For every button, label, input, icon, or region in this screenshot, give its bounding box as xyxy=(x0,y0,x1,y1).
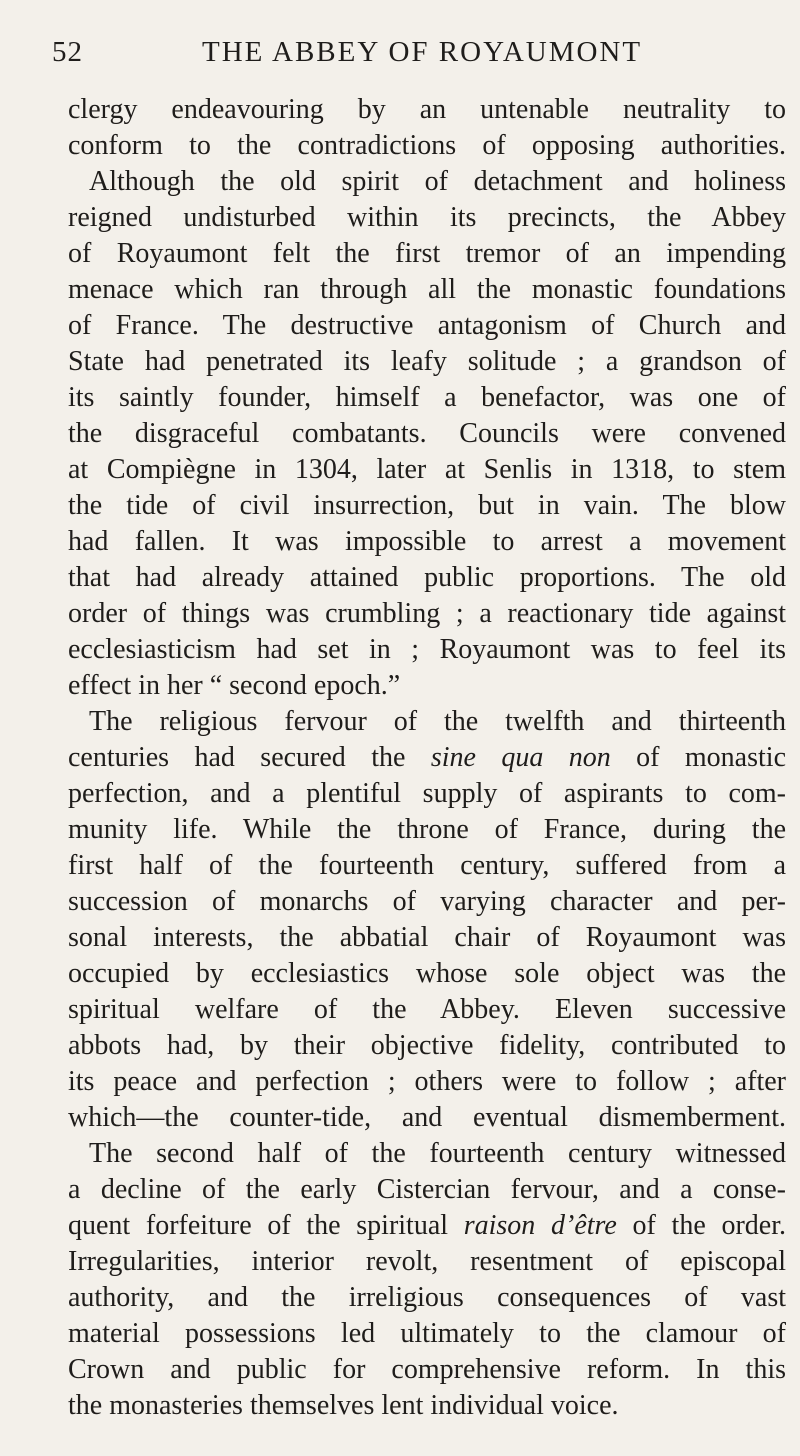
italic-latin-phrase: sine qua non xyxy=(430,742,611,773)
text-line: first half of the fourteenth century, suffered from a xyxy=(68,850,786,881)
text-line: authority, and the irreligious consequences of vast xyxy=(68,1282,786,1313)
body-text xyxy=(68,92,786,1424)
text-line: menace which ran through all the monastic foundations xyxy=(68,274,786,305)
text-line: occupied by ecclesiastics whose sole object was the xyxy=(68,958,786,989)
text-segment: of monastic xyxy=(610,742,786,773)
text-segment: of the order. xyxy=(616,1210,786,1241)
text-line-paragraph-start: The second half of the fourteenth century witnessed xyxy=(89,1138,786,1169)
text-line: sonal interests, the abbatial chair of Royaumont was xyxy=(68,922,786,953)
page-number: 52 xyxy=(52,36,83,68)
text-line: material possessions led ultimately to the clamour of xyxy=(68,1318,786,1349)
text-line: Irregularities, interior revolt, resentment of episcopal xyxy=(68,1246,786,1277)
text-line-paragraph-end: effect in her “ second epoch.” xyxy=(68,670,401,701)
text-line: ecclesiasticism had set in ; Royaumont was to feel its xyxy=(68,634,786,665)
running-title: THE ABBEY OF ROYAUMONT xyxy=(202,36,643,68)
text-line: abbots had, by their objective fidelity, contributed to xyxy=(68,1030,786,1061)
italic-french-phrase: raison d’être xyxy=(463,1210,617,1241)
text-line-paragraph-start: The religious fervour of the twelfth and thirteenth xyxy=(89,706,786,737)
text-line-paragraph-end: the monasteries themselves lent individual voice. xyxy=(68,1390,619,1421)
text-line: Crown and public for comprehensive reform. In this xyxy=(68,1354,786,1385)
text-line xyxy=(68,1208,786,1244)
text-line: succession of monarchs of varying character and per- xyxy=(68,886,786,917)
text-line: reigned undisturbed within its precincts, the Abbey xyxy=(68,202,786,233)
text-line: its peace and perfection ; others were to follow ; after xyxy=(68,1066,786,1097)
text-line: at Compiègne in 1304, later at Senlis in 1318, to stem xyxy=(68,454,786,485)
text-line: had fallen. It was impossible to arrest a movement xyxy=(68,526,786,557)
text-line: clergy endeavouring by an untenable neutrality to xyxy=(68,94,786,125)
text-segment: quent forfeiture of the spiritual xyxy=(68,1210,464,1241)
text-line: the disgraceful combatants. Councils were convened xyxy=(68,418,786,449)
running-head xyxy=(52,36,786,80)
text-line-paragraph-start: Although the old spirit of detachment and holiness xyxy=(89,166,786,197)
text-line: perfection, and a plentiful supply of aspirants to com- xyxy=(68,778,786,809)
text-line: order of things was crumbling ; a reactionary tide against xyxy=(68,598,786,629)
text-segment: centuries had secured the xyxy=(68,742,431,773)
text-line: State had penetrated its leafy solitude ; a grandson of xyxy=(68,346,786,377)
text-line: conform to the contradictions of opposing authorities. xyxy=(68,130,786,161)
text-line: munity life. While the throne of France, during the xyxy=(68,814,786,845)
text-line: of France. The destructive antagonism of Church and xyxy=(68,310,786,341)
text-line: the tide of civil insurrection, but in vain. The blow xyxy=(68,490,786,521)
text-line: that had already attained public proportions. The old xyxy=(68,562,786,593)
text-line: its saintly founder, himself a benefactor, was one of xyxy=(68,382,786,413)
text-line: of Royaumont felt the first tremor of an impending xyxy=(68,238,786,269)
text-line: a decline of the early Cistercian fervour, and a conse- xyxy=(68,1174,786,1205)
text-line: spiritual welfare of the Abbey. Eleven successive xyxy=(68,994,786,1025)
text-line: which—the counter-tide, and eventual dismemberment. xyxy=(68,1102,786,1133)
text-line xyxy=(68,740,786,776)
